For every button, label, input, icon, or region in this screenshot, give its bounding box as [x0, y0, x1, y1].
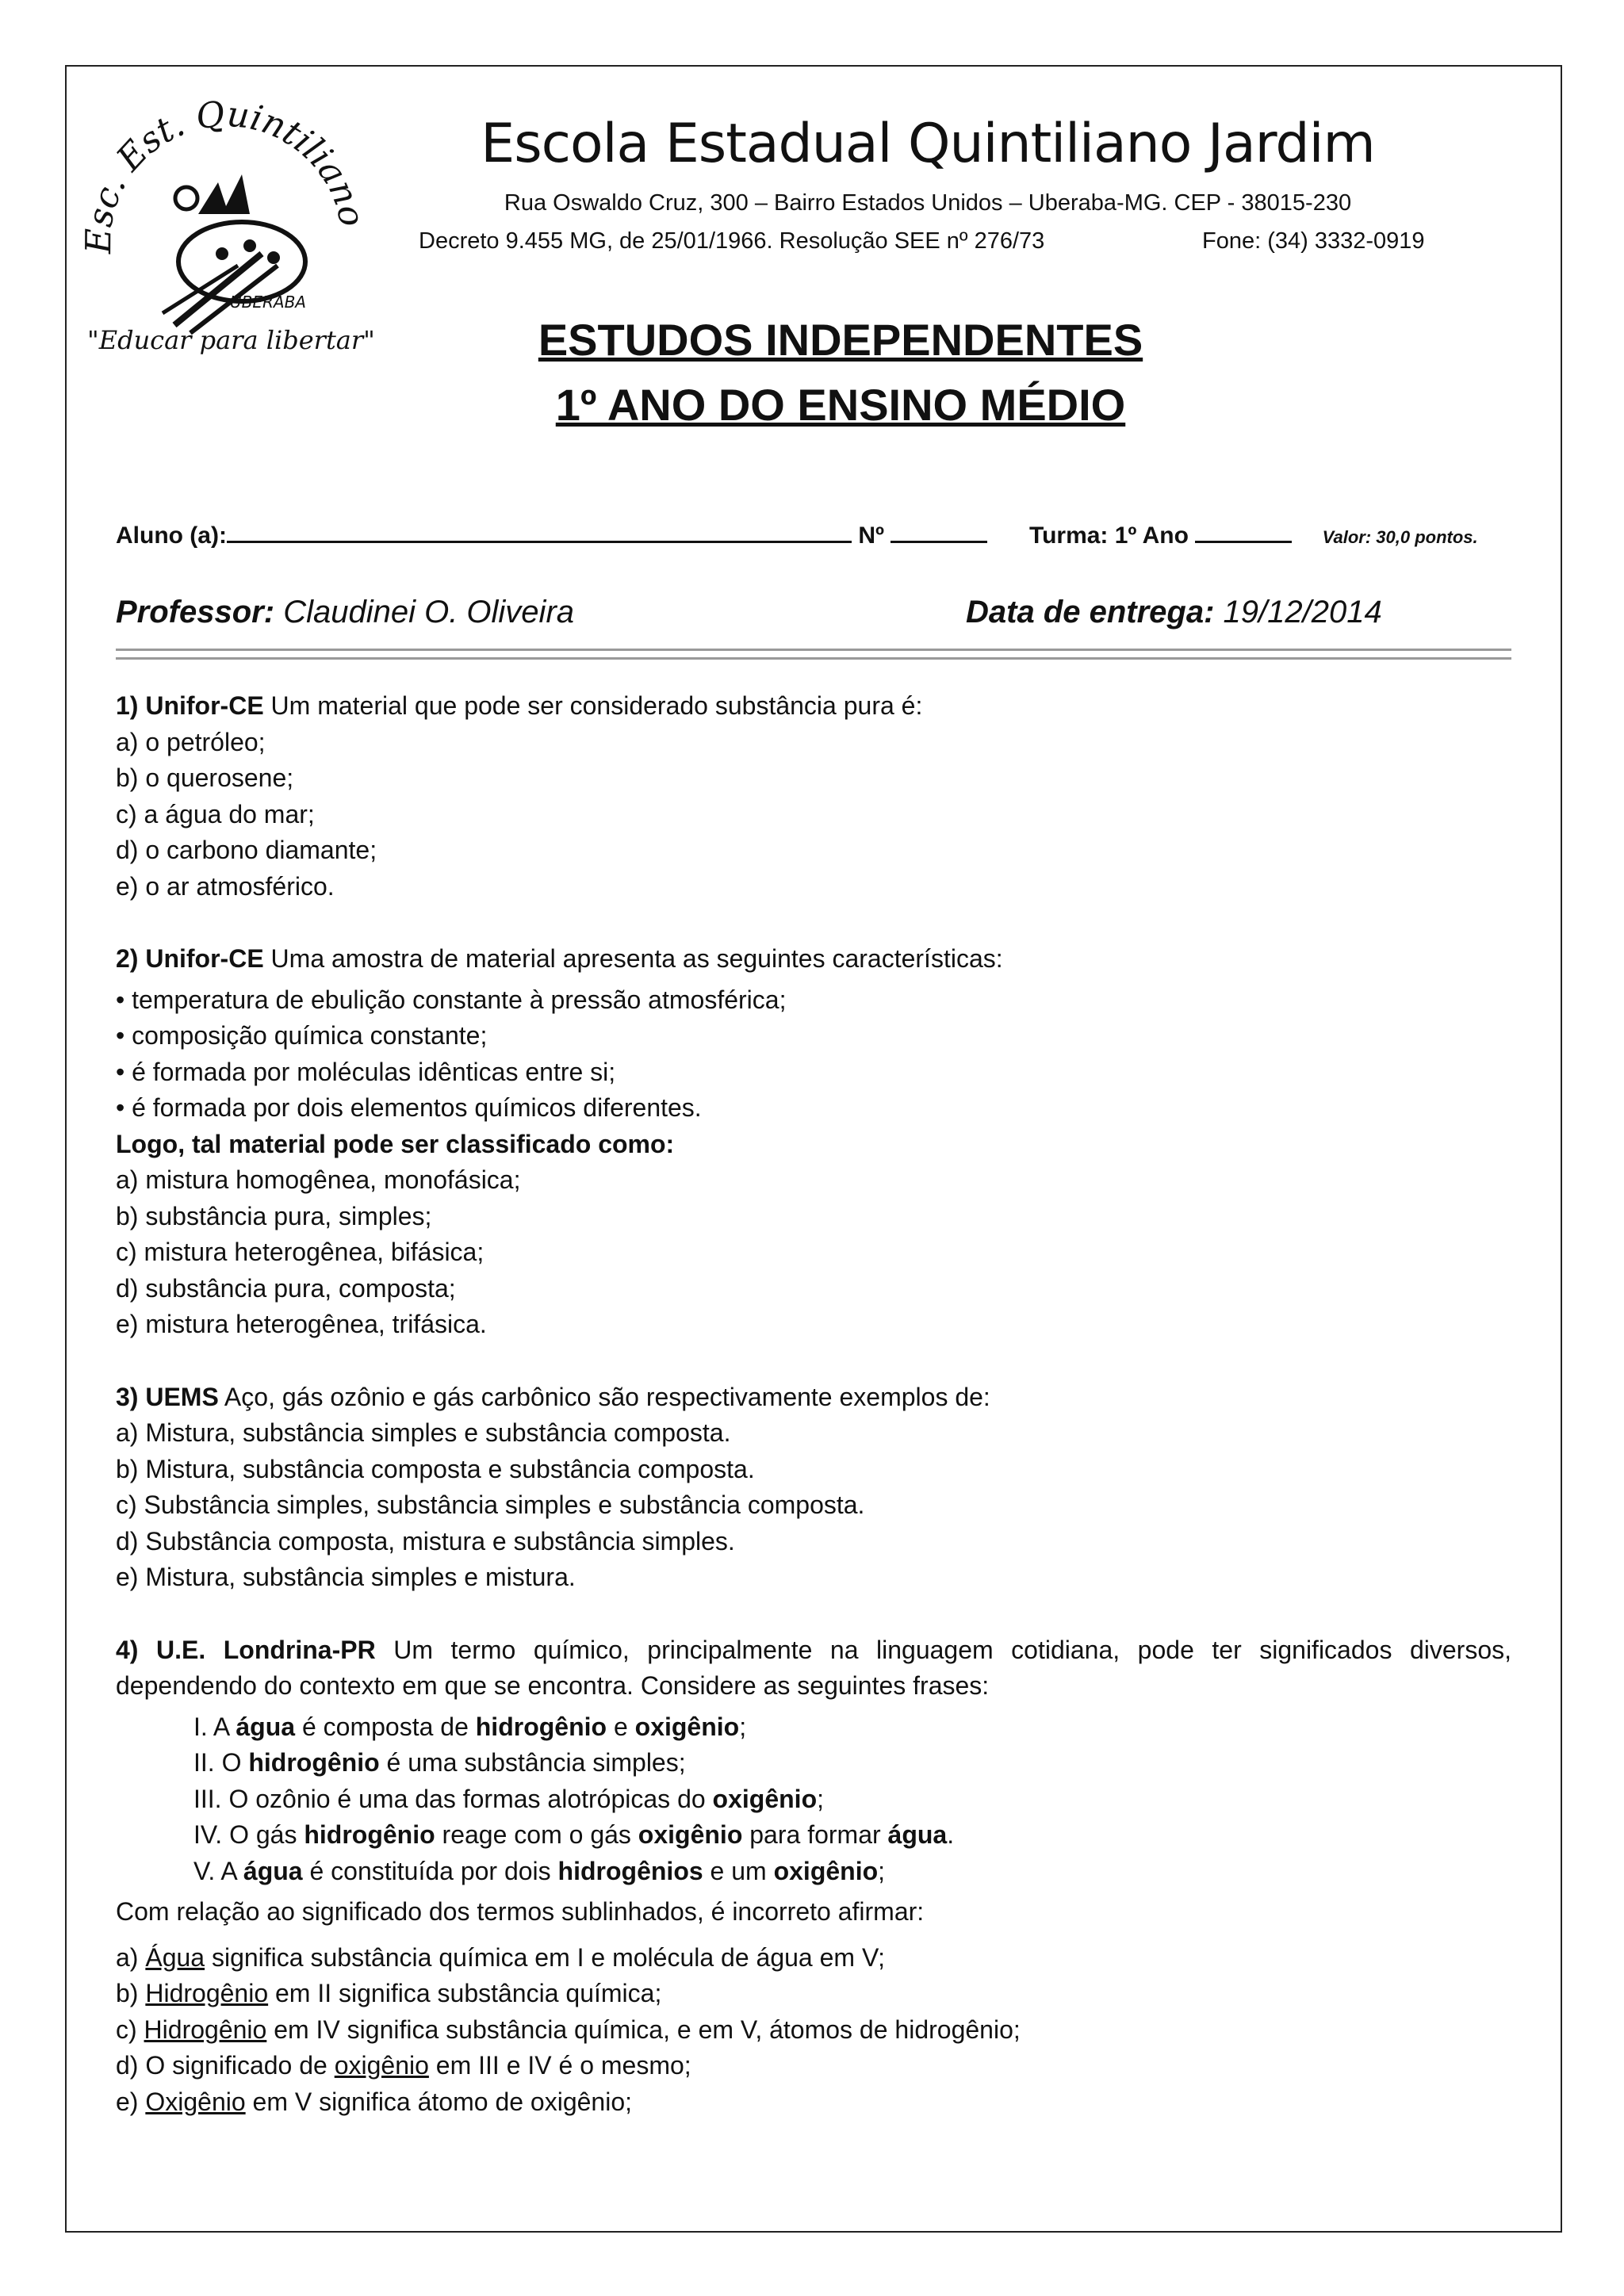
text-run: significa substância química em I e molécula de água em V; — [205, 1942, 885, 1972]
turma-label: Turma: 1º Ano — [1028, 522, 1189, 549]
term: oxigênio — [634, 1712, 740, 1741]
q4-option-d — [116, 2048, 1511, 2084]
numero-label: Nº — [858, 522, 884, 549]
student-info-line — [116, 519, 1511, 549]
q2-bullet: • é formada por dois elementos químicos diferentes. — [116, 1093, 702, 1122]
text-run: ; — [817, 1784, 824, 1813]
school-decree: Decreto 9.455 MG, de 25/01/1966. Resolução SEE nº 276/73 — [419, 228, 1045, 254]
text-run: ; — [739, 1712, 747, 1741]
header-divider — [116, 649, 1511, 660]
q4-option-a — [116, 1940, 1511, 1976]
q2-bullet: • é formada por moléculas idênticas entre si; — [116, 1057, 616, 1086]
q2-option-c: c) mistura heterogênea, bifásica; — [116, 1238, 485, 1266]
document-title: ESTUDOS INDEPENDENTES — [538, 315, 1143, 365]
professor-label: Professor: — [116, 595, 275, 629]
q4-prompt: Com relação ao significado dos termos sublinhados, é incorreto afirmar: — [116, 1897, 925, 1926]
q2-bullet: • temperatura de ebulição constante à pressão atmosférica; — [116, 985, 787, 1014]
q4-option-c — [116, 2012, 1511, 2049]
school-address: Rua Oswaldo Cruz, 300 – Bairro Estados Unidos – Uberaba-MG. CEP - 38015-230 — [504, 190, 1352, 216]
q1-option-d: d) o carbono diamante; — [116, 836, 377, 864]
term: hidrogênio — [304, 1820, 435, 1849]
text-run: ; — [878, 1856, 886, 1885]
text-run: é uma substância simples; — [379, 1748, 686, 1777]
question-2-stem: Uma amostra de material apresenta as seguintes características: — [270, 944, 1003, 973]
q3-option-b: b) Mistura, substância composta e substância composta. — [116, 1454, 755, 1483]
q1-option-a: a) o petróleo; — [116, 727, 266, 756]
text-run: V. A — [193, 1856, 243, 1885]
q4-sentence-1 — [116, 1709, 1511, 1746]
text-run: em III e IV é o mesmo; — [428, 2051, 691, 2080]
school-logo-graphic — [79, 95, 373, 357]
question-4-stem-1: Um termo químico, principalmente na linguagem cotidiana, pode ter significados diversos, — [393, 1635, 1511, 1664]
text-run: c) — [116, 2015, 144, 2044]
q4-option-b — [116, 1976, 1511, 2012]
q3-option-c: c) Substância simples, substância simples e substância composta. — [116, 1490, 865, 1519]
text-run: e um — [703, 1856, 774, 1885]
text-run: III. O ozônio é uma das formas alotrópicas do — [193, 1784, 713, 1813]
text-run: II. O — [193, 1748, 249, 1777]
logo-arc-text: Esc. Est. Quintiliano — [79, 95, 373, 254]
q3-option-a: a) Mistura, substância simples e substância composta. — [116, 1418, 731, 1447]
question-2-number: 2) Unifor-CE — [116, 944, 264, 973]
numero-field[interactable] — [891, 519, 987, 543]
svg-text:Esc. Est. Quintiliano Jardim — [79, 95, 372, 254]
delivery-date: 19/12/2014 — [1223, 595, 1382, 629]
text-run: é composta de — [295, 1712, 476, 1741]
term: oxigênio — [638, 1820, 743, 1849]
questions — [116, 688, 1511, 2120]
term: hidrogênio — [248, 1748, 380, 1777]
q1-option-e: e) o ar atmosférico. — [116, 871, 335, 901]
term: oxigênio — [712, 1784, 818, 1813]
q2-bullet: • composição química constante; — [116, 1021, 488, 1050]
text-run: em IV significa substância química, e em V, átomos de hidrogênio; — [266, 2015, 1021, 2044]
text-run: em V significa átomo de oxigênio; — [245, 2087, 633, 2116]
school-name: Escola Estadual Quintiliano Jardim — [481, 113, 1375, 175]
question-4 — [116, 1632, 1511, 1669]
school-phone: Fone: (34) 3332-0919 — [1202, 228, 1425, 254]
question-1 — [116, 688, 1511, 725]
question-3-number: 3) UEMS — [116, 1382, 219, 1411]
turma-field[interactable] — [1195, 519, 1292, 543]
question-2 — [116, 941, 1511, 978]
text-run: a) — [116, 1942, 146, 1972]
professor-line — [116, 595, 574, 630]
delivery-date-label: Data de entrega: — [966, 595, 1215, 629]
q2-option-b: b) substância pura, simples; — [116, 1201, 432, 1230]
valor-text: Valor: 30,0 pontos. — [1322, 527, 1478, 547]
term: oxigênio — [773, 1856, 879, 1885]
aluno-label: Aluno (a): — [116, 522, 227, 549]
text-run: para formar — [742, 1820, 888, 1849]
underlined-term: Oxigênio — [145, 2087, 246, 2116]
term: hidrogênios — [557, 1856, 703, 1885]
q2-option-a: a) mistura homogênea, monofásica; — [116, 1165, 521, 1194]
q4-sentence-5 — [116, 1854, 1511, 1890]
term: água — [243, 1856, 303, 1885]
q4-sentence-3 — [116, 1781, 1511, 1818]
question-4-number: 4) U.E. Londrina-PR — [116, 1635, 376, 1664]
text-run: I. A — [193, 1712, 236, 1741]
text-run: d) O significado de — [116, 2051, 335, 2080]
document-subtitle: 1º ANO DO ENSINO MÉDIO — [555, 380, 1126, 430]
q4-option-e — [116, 2084, 1511, 2121]
text-run: IV. O gás — [193, 1820, 304, 1849]
term: água — [236, 1712, 296, 1741]
logo-city: UBERABA — [230, 293, 306, 312]
underlined-term: Água — [145, 1942, 205, 1972]
question-3 — [116, 1380, 1511, 1416]
underlined-term: Hidrogênio — [145, 1979, 269, 2007]
underlined-term: oxigênio — [334, 2051, 429, 2080]
term: água — [887, 1820, 948, 1849]
text-run: reage com o gás — [435, 1820, 638, 1849]
text-run: e) — [116, 2087, 146, 2116]
q1-option-b: b) o querosene; — [116, 763, 294, 792]
aluno-field[interactable] — [227, 519, 852, 543]
q4-sentence-2 — [116, 1745, 1511, 1781]
term: hidrogênio — [475, 1712, 607, 1741]
q1-option-c: c) a água do mar; — [116, 799, 315, 828]
logo-motto: "Educar para libertar" — [87, 325, 373, 355]
q3-option-d: d) Substância composta, mistura e substância simples. — [116, 1526, 735, 1556]
q4-sentence-4 — [116, 1817, 1511, 1854]
q2-prompt-text: Logo, tal material pode ser classificado como: — [116, 1129, 675, 1158]
question-1-number: 1) Unifor-CE — [116, 691, 264, 720]
text-run: b) — [116, 1979, 146, 2007]
underlined-term: Hidrogênio — [144, 2015, 267, 2044]
text-run: em II significa substância química; — [268, 1979, 662, 2007]
question-4-stem-2: dependendo do contexto em que se encontra. Considere as seguintes frases: — [116, 1671, 990, 1700]
q2-prompt — [116, 1127, 1511, 1163]
q2-option-e: e) mistura heterogênea, trifásica. — [116, 1310, 487, 1338]
professor-name: Claudinei O. Oliveira — [283, 595, 575, 629]
question-3-stem: Aço, gás ozônio e gás carbônico são respectivamente exemplos de: — [224, 1382, 990, 1411]
school-logo — [79, 95, 373, 357]
question-1-stem: Um material que pode ser considerado substância pura é: — [270, 691, 923, 720]
text-run: . — [947, 1820, 955, 1849]
text-run: e — [607, 1712, 635, 1741]
text-run: é constituída por dois — [302, 1856, 558, 1885]
delivery-date-line — [966, 595, 1382, 630]
q3-option-e: e) Mistura, substância simples e mistura. — [116, 1563, 576, 1591]
q2-option-d: d) substância pura, composta; — [116, 1273, 456, 1303]
